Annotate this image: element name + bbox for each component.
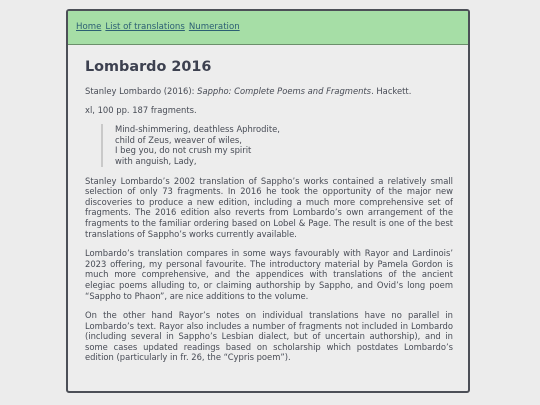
poem-line: I beg you, do not crush my spirit <box>115 145 252 156</box>
citation-author: Stanley Lombardo (2016): <box>85 86 198 96</box>
main-content <box>68 58 468 363</box>
poem-excerpt <box>101 124 453 166</box>
nav-link-home[interactable]: Home <box>76 22 102 32</box>
citation-publisher: . Hackett. <box>371 86 412 96</box>
page-count: xl, 100 pp. 187 fragments. <box>85 104 197 115</box>
nav-link-list-of-translations[interactable]: List of translations <box>105 22 185 32</box>
page-container <box>66 9 470 393</box>
paragraph-intro: Stanley Lombardo’s 2002 translation of Sappho’s works contained a relatively small selection of only 73 fragments. In 2016 he took the opportunity of the major new discoveries to produce a new edition, including a much more comprehensive set of fragments. The 2016 edition also reverts from Lombardo’s own arrangement of the fragments to the familiar ordering based on Lobel & Page. The result is one of the best translations of Sappho’s works currently available. <box>85 175 453 239</box>
paragraph-comparison: Lombardo’s translation compares in some ways favourably with Rayor and Lardinois’ 2023 offering, my personal favourite. The introductory material by Pamela Gordon is much more comprehensive, and the appendices with translations of the ancient elegiac poems alluding to, or claiming authorship by Sappho, and Ovid’s long poem “Sappho to Phaon”, are nice additions to the volume. <box>85 248 453 301</box>
citation-book-title: Sappho: Complete Poems and Fragments <box>197 86 372 96</box>
poem-line: child of Zeus, weaver of wiles, <box>115 134 242 145</box>
citation <box>85 86 453 97</box>
nav-bar <box>68 11 468 45</box>
paragraph-rayor-notes: On the other hand Rayor’s notes on individual translations have no parallel in Lombardo’s text. Rayor also includes a number of fragments not included in Lombardo (including several in Sappho’s Lesbian dialect, but of uncertain authorship), and in some cases updated readings based on scholarship which postdates Lombardo’s edition (particularly in fr. 26, the “Cypris poem”). <box>85 310 453 363</box>
poem-line: with anguish, Lady, <box>115 155 197 166</box>
nav-link-numeration[interactable]: Numeration <box>188 22 240 32</box>
poem-line: Mind-shimmering, deathless Aphrodite, <box>115 124 280 135</box>
page-title: Lombardo 2016 <box>85 59 212 75</box>
